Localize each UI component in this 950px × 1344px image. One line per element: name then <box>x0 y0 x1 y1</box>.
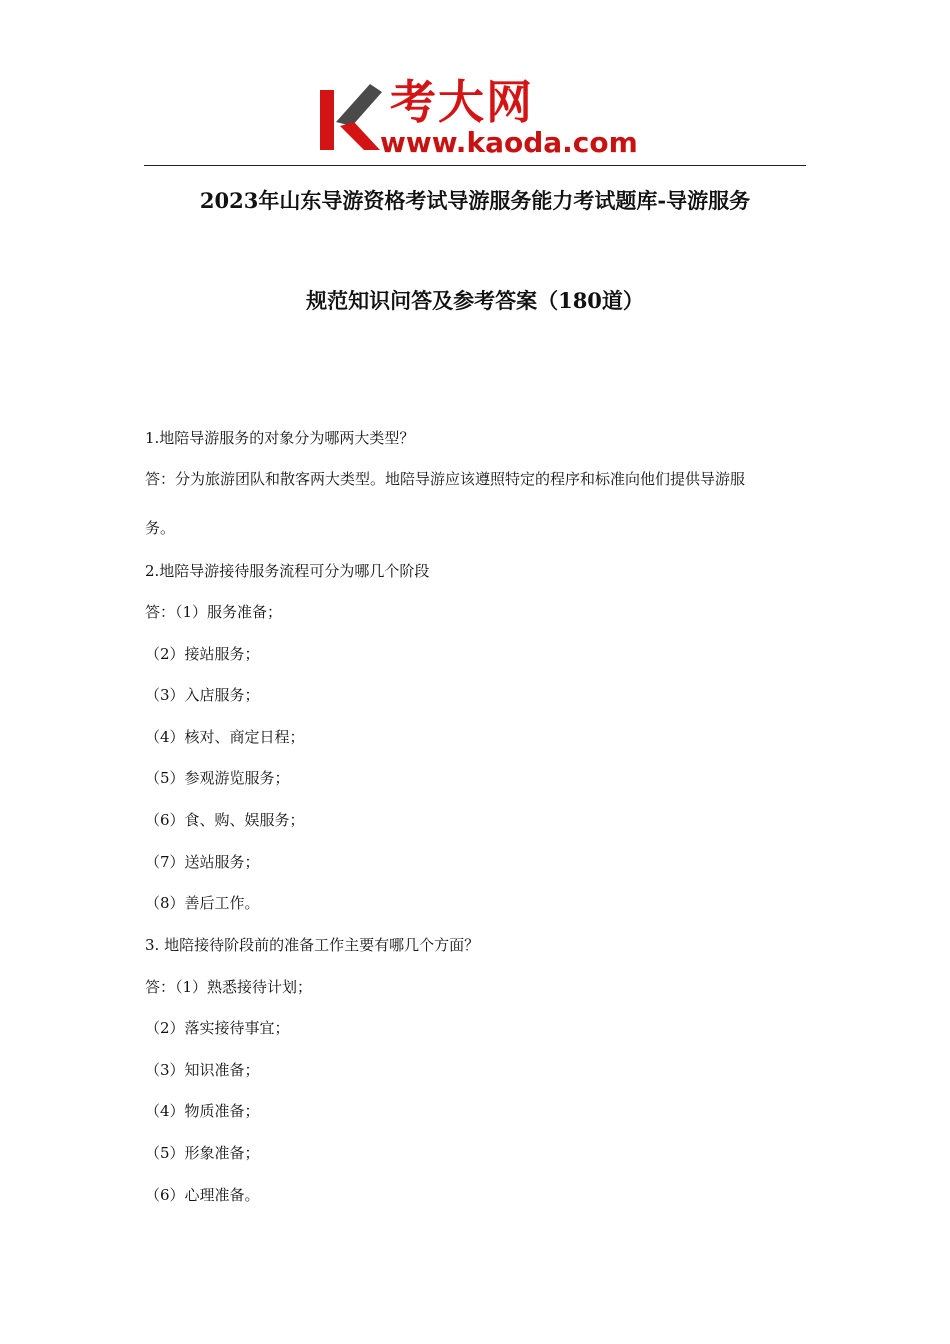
answer-1-line-1: 答：分为旅游团队和散客两大类型。地陪导游应该遵照特定的程序和标准向他们提供导游服 <box>145 470 746 488</box>
answer-3-item-4: （4）物质准备； <box>145 1102 260 1120</box>
document-title-line-1: 2023年山东导游资格考试导游服务能力考试题库-导游服务 <box>199 188 751 213</box>
answer-3-item-6: （6）心理准备。 <box>145 1186 260 1204</box>
answer-2-item-8: （8）善后工作。 <box>145 894 260 912</box>
k-logo-icon <box>318 82 384 152</box>
answer-1-line-2: 务。 <box>145 519 176 537</box>
header-divider <box>144 165 806 166</box>
kaoda-logo <box>318 75 648 162</box>
logo-chinese-name: 考大网 <box>390 75 534 129</box>
answer-2-item-1: 答：（1）服务准备； <box>145 603 283 621</box>
answer-2-item-3: （3）入店服务； <box>145 686 260 704</box>
answer-2-item-4: （4）核对、商定日程； <box>145 728 305 746</box>
question-2: 2.地陪导游接待服务流程可分为哪几个阶段 <box>145 562 430 580</box>
question-3: 3. 地陪接待阶段前的准备工作主要有哪几个方面？ <box>145 936 480 954</box>
answer-2-item-5: （5）参观游览服务； <box>145 769 290 787</box>
answer-3-item-3: （3）知识准备； <box>145 1061 260 1079</box>
answer-2-item-7: （7）送站服务； <box>145 853 260 871</box>
question-1: 1.地陪导游服务的对象分为哪两大类型？ <box>145 429 415 447</box>
answer-2-item-2: （2）接站服务； <box>145 645 260 663</box>
document-title-line-2: 规范知识问答及参考答案（180道） <box>306 288 644 313</box>
answer-3-item-1: 答：（1）熟悉接待计划； <box>145 978 313 996</box>
answer-3-item-5: （5）形象准备； <box>145 1144 260 1162</box>
answer-2-item-6: （6）食、购、娱服务； <box>145 811 305 829</box>
answer-3-item-2: （2）落实接待事宜； <box>145 1019 290 1037</box>
logo-url-text: www.kaoda.com <box>380 126 638 159</box>
